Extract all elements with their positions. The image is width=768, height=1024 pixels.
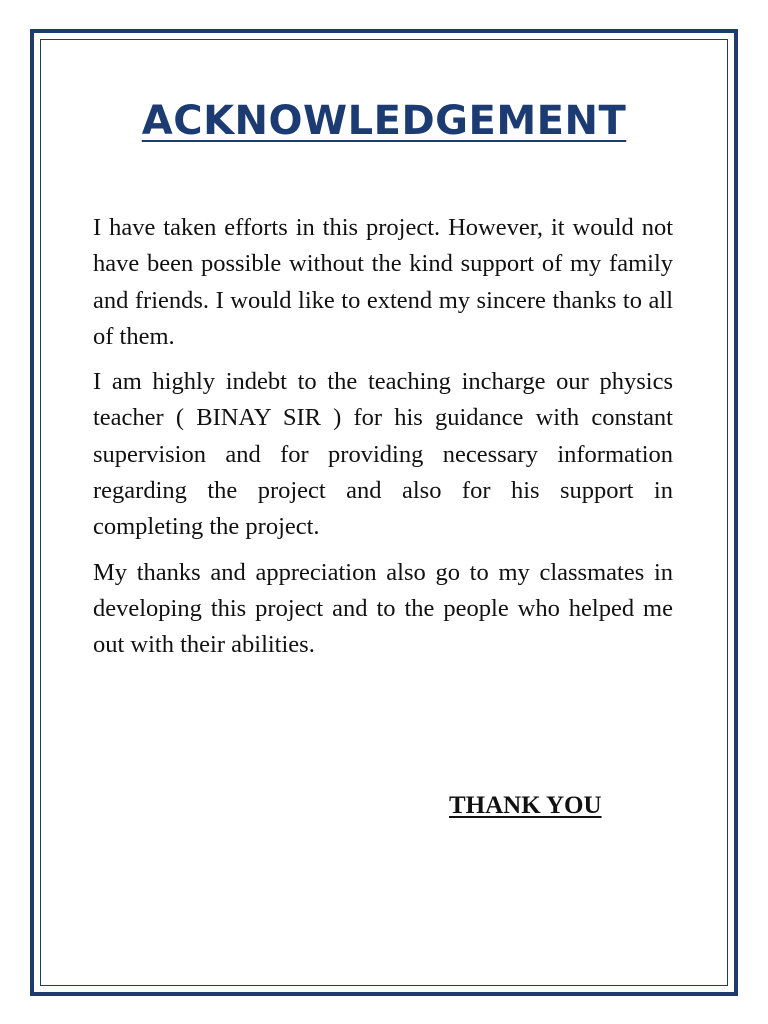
paragraph-3: My thanks and appreciation also go to my classmates in developing this project and to the people who helped me out with their abilities. <box>93 558 673 659</box>
page-title <box>0 96 768 146</box>
paragraph-2: I am highly indebt to the teaching incharge our physics teacher ( BINAY SIR ) for his guidance with constant supervision and for providing necessary information regarding the project and also for his support in completing the project. <box>93 368 673 541</box>
paragraph-1: I have taken efforts in this project. However, it would not have been possible without the kind support of my family and friends. I would like to extend my sincere thanks to all of them. <box>93 214 673 350</box>
title-text: ACKNOWLEDGEMENT <box>141 98 627 144</box>
closing-thank-you: THANK YOU <box>449 792 602 819</box>
acknowledgement-body <box>93 210 673 673</box>
